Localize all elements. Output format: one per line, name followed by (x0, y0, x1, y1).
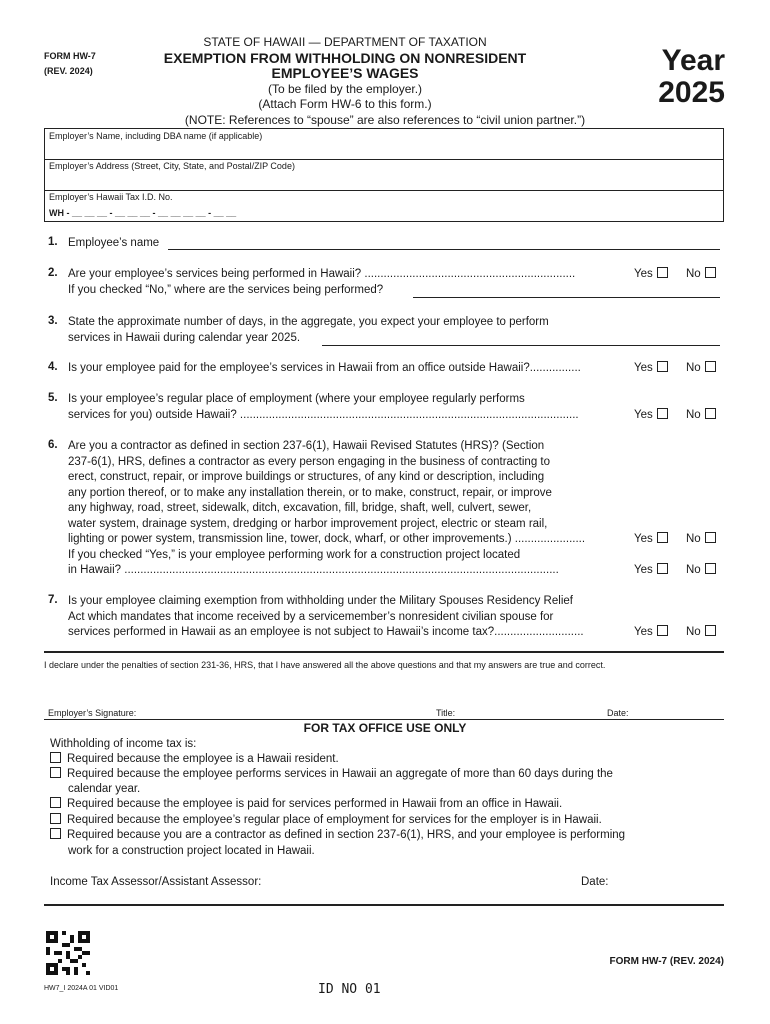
office-use-checkbox-1[interactable] (50, 752, 61, 763)
yes-label: Yes (634, 268, 653, 280)
q7-text-line-2: Act which mandates that income received by a servicemember’s nonresident civilian spouse for (68, 611, 554, 623)
spouse-note: (NOTE: References to “spouse” are also references to “civil union partner.”) (184, 113, 586, 127)
yes-label: Yes (634, 409, 653, 421)
q6-text-line-2: 237-6(1), HRS, defines a contractor as every person engaging in the business of contracting to (68, 456, 550, 468)
q4-text: Is your employee paid for the employee’s services in Hawaii from an office outside Hawaii?................ (68, 362, 581, 374)
q3-number: 3. (48, 315, 58, 327)
q6a-no-checkbox[interactable] (705, 532, 716, 543)
q2-number: 2. (48, 267, 58, 279)
employer-taxid-field[interactable] (44, 190, 724, 222)
q6b-no-checkbox[interactable] (705, 563, 716, 574)
office-use-checkbox-5[interactable] (50, 828, 61, 839)
q6-text-line-3: erect, construct, repair, or improve buildings or structures, of any kind or description, including (68, 471, 545, 483)
office-use-checkbox-2[interactable] (50, 767, 61, 778)
q6-text-line-5: any highway, road, street, sidewalk, ditch, excavation, fill, bridge, shaft, well, culvert, sewer, (68, 502, 532, 514)
attach-note: (Attach Form HW-6 to this form.) (258, 97, 432, 111)
office-use-item-2[interactable] (50, 767, 613, 783)
q5-yes-checkbox[interactable] (657, 408, 668, 419)
q4-number: 4. (48, 361, 58, 373)
no-label: No (686, 533, 701, 545)
yes-label: Yes (634, 564, 653, 576)
q7-yes-checkbox[interactable] (657, 625, 668, 636)
employer-name-field[interactable] (44, 128, 724, 160)
year-label: Year (661, 44, 725, 77)
q6-text-line-4: any portion thereof, or to make any installation therein, or to make, construct, repair, or improve (68, 487, 552, 499)
no-label: No (686, 362, 701, 374)
q7-text-line-1: Is your employee claiming exemption from withholding under the Military Spouses Residency Relief (68, 595, 573, 607)
q3-text-line-1: State the approximate number of days, in the aggregate, you expect your employee to perform (68, 316, 549, 328)
office-use-item-2-cont: calendar year. (68, 783, 141, 795)
filing-note: (To be filed by the employer.) (267, 82, 423, 96)
services-location-field[interactable] (413, 297, 720, 298)
q2-yes[interactable] (634, 267, 668, 280)
q1-text: Employee’s name (68, 237, 160, 249)
employer-address-field[interactable] (44, 159, 724, 191)
declaration-text: I declare under the penalties of section 231-36, HRS, that I have answered all the above questions and that my answers are true and correct. (44, 660, 606, 670)
employer-name-label: Employer’s Name, including DBA name (if applicable) (49, 131, 263, 141)
assessor-label: Income Tax Assessor/Assistant Assessor: (50, 876, 262, 888)
employer-taxid-format: WH - __ __ __ - __ __ __ - __ __ __ __ - __ __ (49, 208, 237, 218)
office-use-item-1[interactable] (50, 752, 339, 768)
office-use-item-2-text: Required because the employee performs services in Hawaii an aggregate of more than 60 days during the (67, 768, 613, 780)
no-label: No (686, 564, 701, 576)
q4-no[interactable] (686, 361, 716, 374)
q6a-yes[interactable] (634, 532, 668, 545)
q2-no[interactable] (686, 267, 716, 280)
office-use-item-3[interactable] (50, 797, 562, 813)
employee-name-field[interactable] (168, 249, 720, 250)
form-id: FORM HW-7 (44, 51, 96, 61)
title-label: Title: (436, 708, 456, 718)
form-revision: (REV. 2024) (44, 66, 93, 76)
office-use-checkbox-4[interactable] (50, 813, 61, 824)
q3-text-line-2: services in Hawaii during calendar year 2025. (68, 332, 301, 344)
q2-text-line-2: If you checked “No,” where are the services being performed? (68, 284, 384, 296)
q7-no-checkbox[interactable] (705, 625, 716, 636)
year-value: 2025 (658, 76, 725, 109)
office-use-item-5[interactable] (50, 828, 625, 844)
office-use-item-3-text: Required because the employee is paid for services performed in Hawaii from an office in Hawaii. (67, 798, 563, 810)
q6a-no[interactable] (686, 532, 716, 545)
employer-address-label: Employer’s Address (Street, City, State, and Postal/ZIP Code) (49, 161, 295, 171)
office-use-item-5-text: Required because you are a contractor as defined in section 237-6(1), HRS, and your employee is performing (67, 829, 626, 841)
q2-no-checkbox[interactable] (705, 267, 716, 278)
date-label: Date: (607, 708, 629, 718)
q6a-yes-checkbox[interactable] (657, 532, 668, 543)
no-label: No (686, 409, 701, 421)
q5-no[interactable] (686, 408, 716, 421)
q4-no-checkbox[interactable] (705, 361, 716, 372)
yes-label: Yes (634, 362, 653, 374)
q1-number: 1. (48, 236, 58, 248)
q7-yes[interactable] (634, 625, 668, 638)
q7-number: 7. (48, 594, 58, 606)
declaration-divider (44, 651, 724, 653)
days-in-hawaii-field[interactable] (322, 345, 720, 346)
q7-text-line-3: services performed in Hawaii as an employee is not subject to Hawaii’s income tax?............................ (68, 626, 584, 638)
footer-id-no: ID NO 01 (318, 982, 381, 997)
q7-no[interactable] (686, 625, 716, 638)
yes-label: Yes (634, 533, 653, 545)
q6-text-line-1: Are you a contractor as defined in section 237-6(1), Hawaii Revised Statutes (HRS)? (Section (68, 440, 545, 452)
state-department-line: STATE OF HAWAII — DEPARTMENT OF TAXATION (203, 35, 487, 49)
q6-text-line-6: water system, drainage system, dredging or harbor improvement project, electric or steam rail, (68, 518, 548, 530)
q2-text-line-1: Are your employee’s services being performed in Hawaii? .................................................................. (68, 268, 576, 280)
q6-number: 6. (48, 439, 58, 451)
footer-form-rev: FORM HW-7 (REV. 2024) (609, 956, 724, 967)
employer-taxid-label: Employer’s Hawaii Tax I.D. No. (49, 192, 173, 202)
q5-text-line-1: Is your employee’s regular place of employment (where your employee regularly performs (68, 393, 525, 405)
q2-yes-checkbox[interactable] (657, 267, 668, 278)
q4-yes-checkbox[interactable] (657, 361, 668, 372)
q5-yes[interactable] (634, 408, 668, 421)
signature-line[interactable] (44, 719, 724, 720)
signature-label: Employer’s Signature: (48, 708, 137, 718)
assessor-line[interactable] (44, 904, 724, 906)
office-use-checkbox-3[interactable] (50, 797, 61, 808)
q6b-no[interactable] (686, 563, 716, 576)
office-use-heading: FOR TAX OFFICE USE ONLY (303, 721, 467, 735)
office-use-item-4[interactable] (50, 813, 602, 829)
assessor-date-label: Date: (581, 876, 609, 888)
q4-yes[interactable] (634, 361, 668, 374)
q6b-yes-checkbox[interactable] (657, 563, 668, 574)
q5-number: 5. (48, 392, 58, 404)
form-title-line-2: EMPLOYEE’S WAGES (271, 65, 419, 81)
office-use-item-1-text: Required because the employee is a Hawaii resident. (67, 753, 339, 765)
office-use-intro: Withholding of income tax is: (50, 738, 197, 750)
yes-label: Yes (634, 626, 653, 638)
footer-code: HW7_I 2024A 01 VID01 (44, 985, 119, 992)
qr-code-icon (46, 931, 90, 975)
q6-text-line-8: If you checked “Yes,” is your employee performing work for a construction project located (68, 549, 521, 561)
q6b-yes[interactable] (634, 563, 668, 576)
office-use-item-4-text: Required because the employee’s regular place of employment for services for the employer is in Hawaii. (67, 814, 602, 826)
q6-text-line-9: in Hawaii? ........................................................................................................................................ (68, 564, 559, 576)
q5-no-checkbox[interactable] (705, 408, 716, 419)
no-label: No (686, 626, 701, 638)
q5-text-line-2: services for you) outside Hawaii? .......................................................................................................... (68, 409, 579, 421)
form-title-line-1: EXEMPTION FROM WITHHOLDING ON NONRESIDENT (163, 50, 527, 66)
q6-text-line-7: lighting or power system, transmission line, tower, dock, wharf, or other improvements.) ...................... (68, 533, 586, 545)
office-use-item-5-cont: work for a construction project located in Hawaii. (68, 845, 315, 857)
no-label: No (686, 268, 701, 280)
